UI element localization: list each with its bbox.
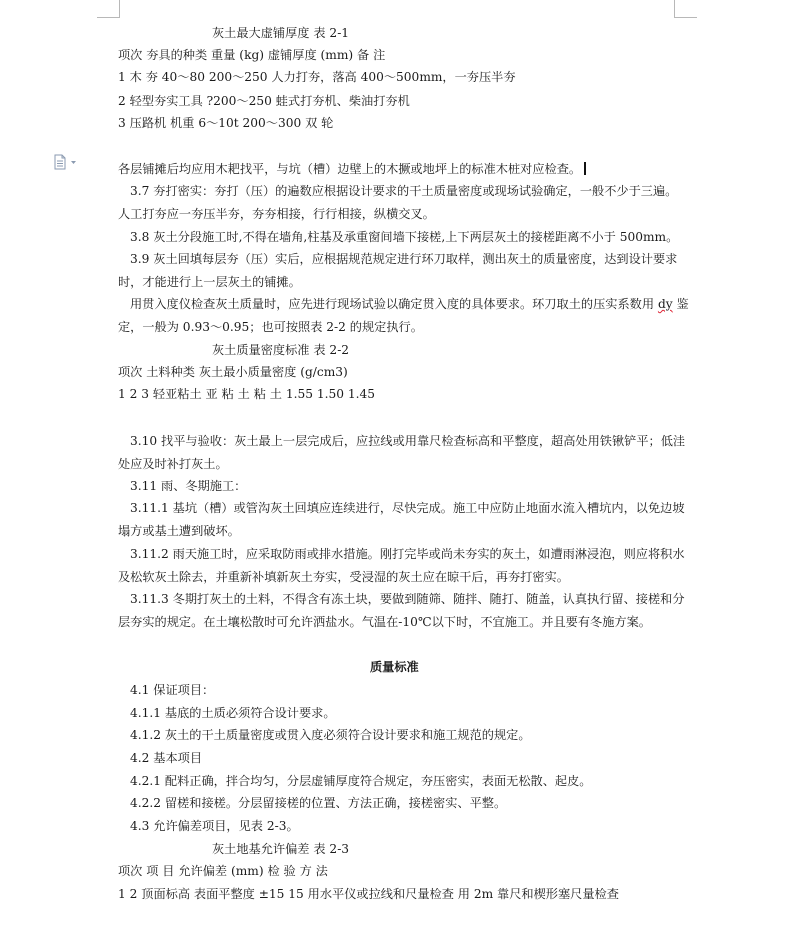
text-cursor	[584, 162, 586, 175]
text-line: 灰土质量密度标准 表 2-2	[212, 343, 350, 357]
text-line: 项次 夯具的种类 重量 (kg) 虚铺厚度 (mm) 备 注	[118, 48, 386, 62]
text-line: 4.3 允许偏差项目，见表 2-3。	[130, 819, 299, 833]
document-dropdown-icon[interactable]	[53, 154, 81, 170]
text-line: 1 木 夯 40～80 200～250 人力打夯，落高 400～500mm，一夯压半夯	[118, 70, 516, 84]
text-line: 人工打夯应一夯压半夯，夯夯相接，行行相接，纵横交叉。	[118, 207, 435, 221]
text-line: 4.1.1 基底的土质必须符合设计要求。	[130, 706, 336, 720]
text-line: 定，一般为 0.93～0.95；也可按照表 2-2 的规定执行。	[118, 320, 423, 334]
text-line: 处应及时补打灰土。	[118, 457, 228, 471]
text-line: 项次 项 目 允许偏差 (mm) 检 验 方 法	[118, 864, 328, 878]
page-corner-top-left	[97, 0, 120, 18]
text-line: 4.1.2 灰土的干土质量密度或贯入度必须符合设计要求和施工规范的规定。	[130, 728, 531, 742]
text-line: 及松软灰土除去，并重新补填新灰土夯实，受浸湿的灰土应在晾干后，再夯打密实。	[118, 570, 569, 584]
text-line: 时，才能进行上一层灰土的铺摊。	[118, 275, 301, 289]
text-line: 塌方或基土遭到破坏。	[118, 524, 240, 538]
page-corner-top-right	[674, 0, 697, 18]
text-line: 4.2.1 配料正确，拌合均匀，分层虚铺厚度符合规定，夯压密实，表面无松散、起皮。	[130, 774, 592, 788]
text-line: 3.7 夯打密实：夯打（压）的遍数应根据设计要求的干土质量密度或现场试验确定，一般不少于三遍。	[130, 184, 678, 198]
text-line: 3 压路机 机重 6～10t 200～300 双 轮	[118, 116, 334, 130]
text-line: 3.9 灰土回填每层夯（压）实后，应根据规范规定进行环刀取样，测出灰土的质量密度，达到设计要求	[130, 252, 678, 266]
text-line: 4.2 基本项目	[130, 751, 203, 765]
text-line: 3.11 雨、冬期施工：	[130, 479, 247, 493]
text-line: 用贯入度仪检查灰土质量时，应先进行现场试验以确定贯入度的具体要求。环刀取土的压实系数用 dy 鉴	[130, 297, 689, 311]
text-line: 质量标准	[370, 660, 419, 674]
text-line: 层夯实的规定。在土壤松散时可允许洒盐水。气温在-10℃以下时，不宜施工。并且要有冬施方案。	[118, 615, 651, 629]
spellcheck-word[interactable]: dy	[657, 297, 673, 311]
text-line: 4.2.2 留槎和接槎。分层留接槎的位置、方法正确，接槎密实、平整。	[130, 796, 507, 810]
text-line: 3.11.2 雨天施工时，应采取防雨或排水措施。刚打完毕或尚未夯实的灰土，如遭雨淋浸泡，则应将积水	[130, 547, 685, 561]
bottom-cutoff-text	[372, 928, 424, 933]
text-line: 项次 土料种类 灰土最小质量密度 (g/cm3)	[118, 365, 348, 379]
text-line: 3.11.3 冬期打灰土的土料，不得含有冻土块，要做到随筛、随拌、随打、随盖，认真执行留、接槎和分	[130, 592, 685, 606]
text-line: 3.8 灰土分段施工时,不得在墙角,柱基及承重窗间墙下接槎,上下两层灰土的接槎距离不小于 500mm。	[130, 230, 679, 244]
text-line: 1 2 3 轻亚粘土 亚 粘 土 粘 土 1.55 1.50 1.45	[118, 387, 375, 401]
text-line: 1 2 顶面标高 表面平整度 ±15 15 用水平仪或拉线和尺量检查 用 2m 靠尺和楔形塞尺量检查	[118, 887, 619, 901]
text-line: 各层铺摊后均应用木耙找平，与坑（槽）边壁上的木撅或地坪上的标准木桩对应检查。	[118, 162, 586, 177]
text-line: 2 轻型夯实工具 ?200～250 蛙式打夯机、柴油打夯机	[118, 94, 410, 108]
text-line: 灰土地基允许偏差 表 2-3	[212, 842, 350, 856]
text-line: 灰土最大虚铺厚度 表 2-1	[212, 26, 350, 40]
text-line: 3.10 找平与验收：灰土最上一层完成后，应拉线或用靠尺检查标高和平整度，超高处用铁锹铲平；低洼	[130, 434, 686, 448]
text-line: 3.11.1 基坑（槽）或管沟灰土回填应连续进行，尽快完成。施工中应防止地面水流入槽坑内，以免边坡	[130, 501, 685, 515]
text-line: 4.1 保证项目：	[130, 683, 215, 697]
